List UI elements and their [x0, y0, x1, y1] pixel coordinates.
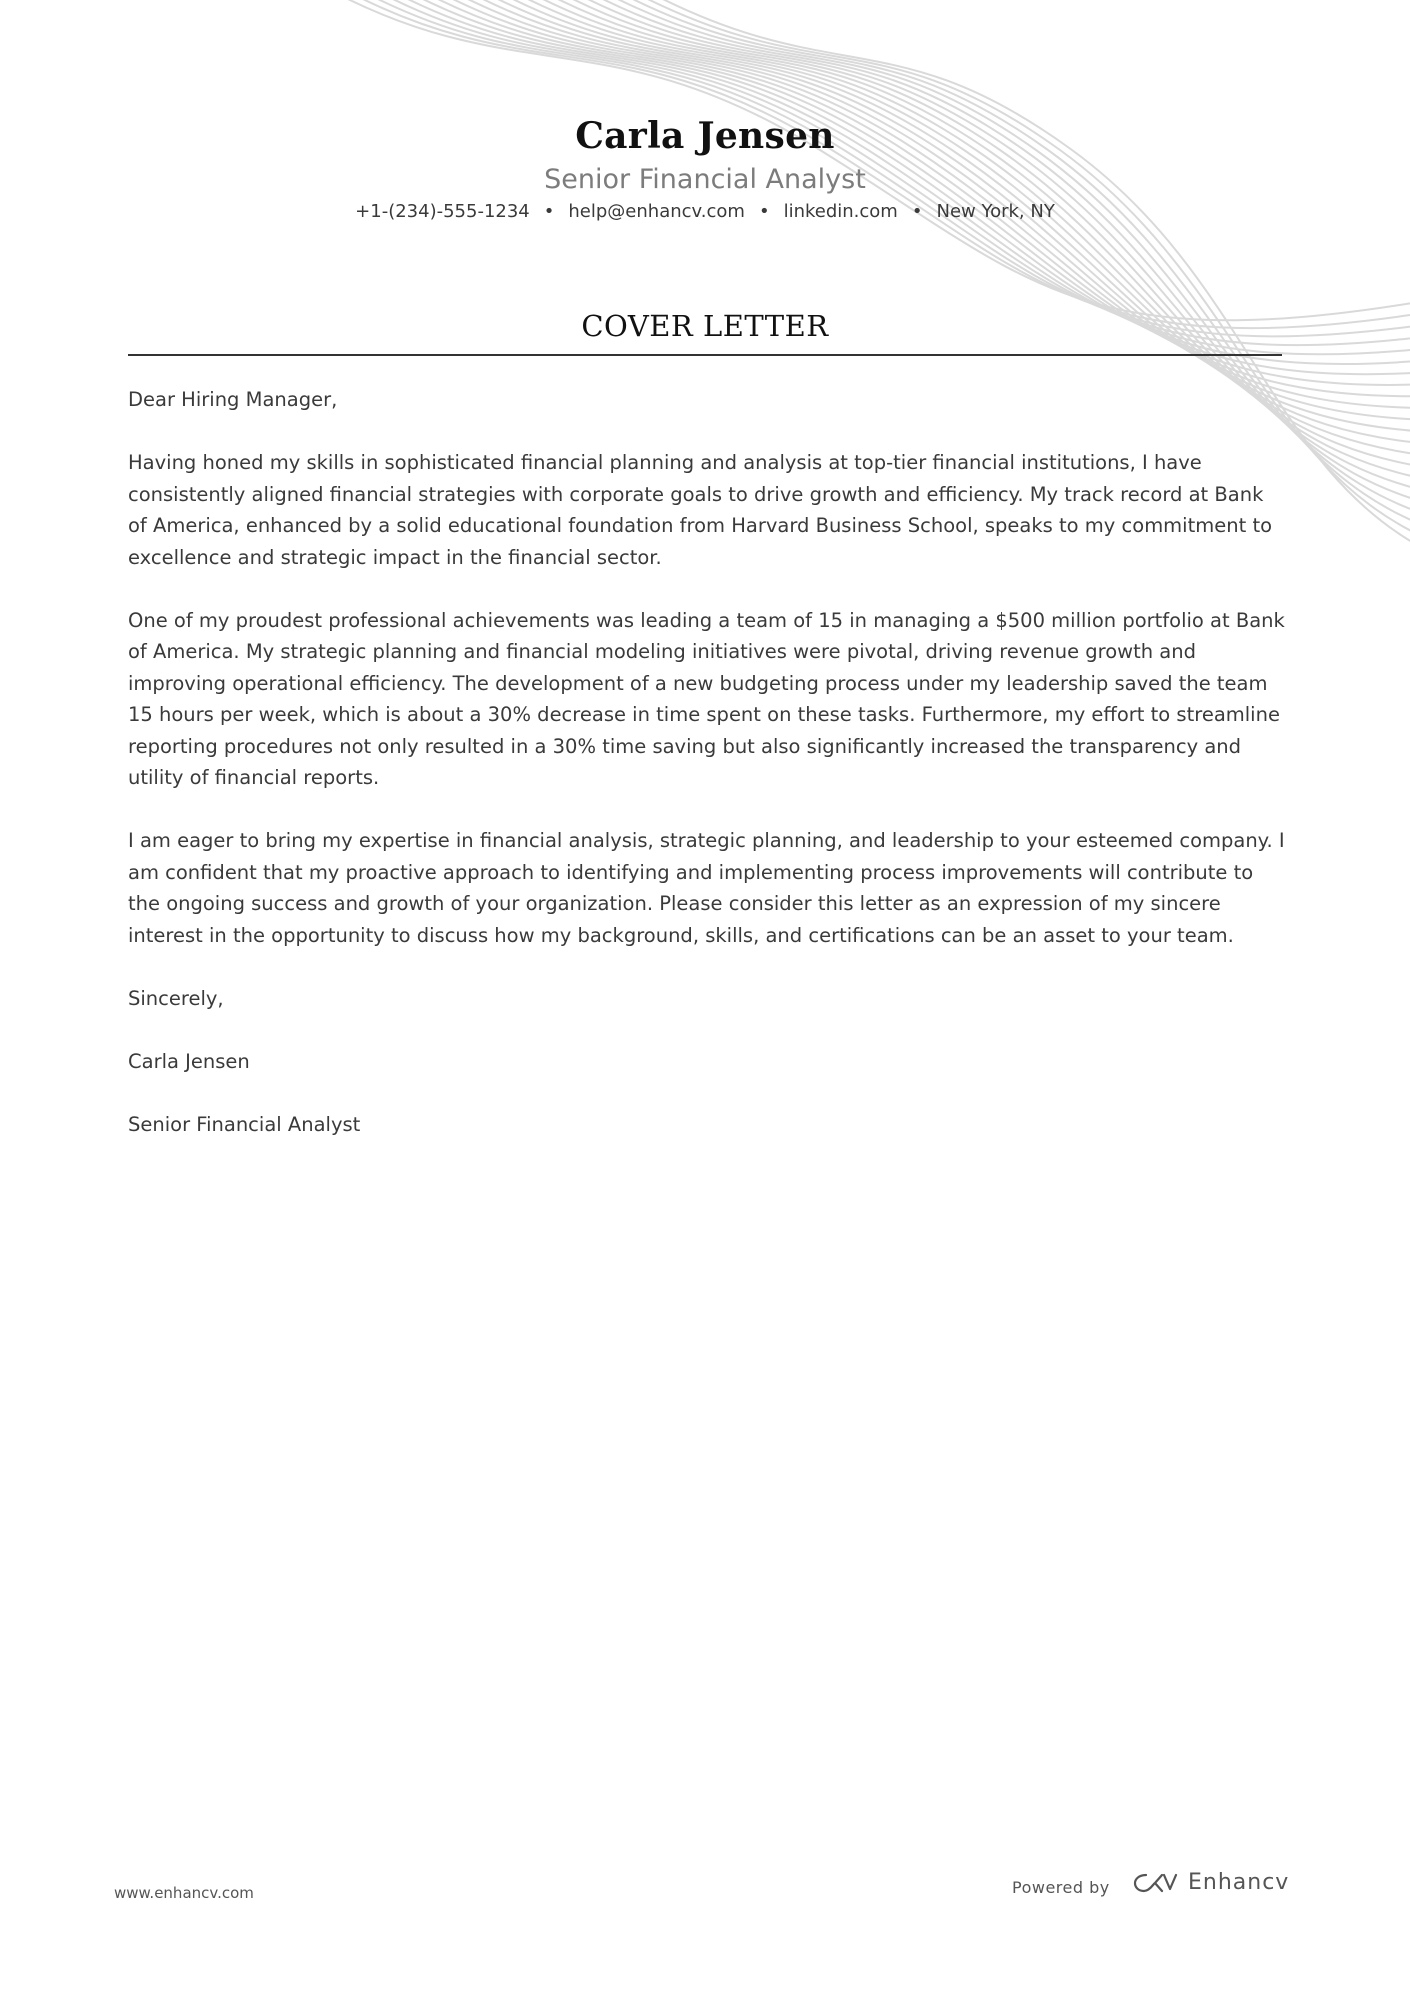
powered-by-label: Powered by: [1012, 1878, 1110, 1897]
enhancv-brand[interactable]: [1132, 1870, 1289, 1895]
contact-phone: +1-(234)-555-1234: [355, 201, 530, 222]
signature-title: Senior Financial Analyst: [128, 1112, 361, 1136]
letter-paragraph: I am eager to bring my expertise in financial analysis, strategic planning, and leadership to your esteemed company. I am confident that my proactive approach to identifying and implementing process improvements will contribute to the ongoing success and growth of your organization. Please consider this letter as an expression of my sincere interest in the opportunity to discuss how my background, skills, and certifications can be an asset to your team.: [128, 829, 1285, 947]
contact-separator: •: [543, 201, 555, 222]
signature-name: Carla Jensen: [128, 1049, 250, 1073]
footer-url[interactable]: www.enhancv.com: [114, 1884, 254, 1902]
candidate-name: Carla Jensen: [575, 115, 835, 157]
letter-paragraph: Having honed my skills in sophisticated financial planning and analysis at top-tier financial institutions, I have consistently aligned financial strategies with corporate goals to drive growth and efficiency. My track record at Bank of America, enhanced by a solid educational foundation from Harvard Business School, speaks to my commitment to excellence and strategic impact in the financial sector.: [128, 451, 1273, 569]
section-divider: [128, 354, 1282, 356]
letter-paragraph: One of my proudest professional achievements was leading a team of 15 in managing a $500 million portfolio at Bank of America. My strategic planning and financial modeling initiatives were pivotal, driving revenue growth and improving operational efficiency. The development of a new budgeting process under my leadership saved the team 15 hours per week, which is about a 30% decrease in time spent on these tasks. Furthermore, my effort to streamline reporting procedures not only resulted in a 30% time saving but also significantly increased the transparency and utility of financial reports.: [128, 608, 1285, 789]
contact-email[interactable]: help@enhancv.com: [568, 201, 745, 222]
section-title: COVER LETTER: [581, 309, 829, 343]
contact-location: New York, NY: [936, 201, 1055, 222]
contact-line: [0, 200, 1410, 224]
contact-separator: •: [758, 201, 770, 222]
letter-body: [128, 384, 1288, 1172]
letter-greeting: Dear Hiring Manager,: [128, 388, 338, 411]
contact-separator: •: [911, 201, 923, 222]
letter-closing: Sincerely,: [128, 986, 224, 1010]
resume-header: [0, 112, 1410, 224]
enhancv-logo-icon: [1132, 1871, 1178, 1895]
contact-linkedin[interactable]: linkedin.com: [783, 201, 898, 222]
candidate-title: Senior Financial Analyst: [544, 164, 866, 195]
brand-name: Enhancv: [1188, 1870, 1290, 1895]
